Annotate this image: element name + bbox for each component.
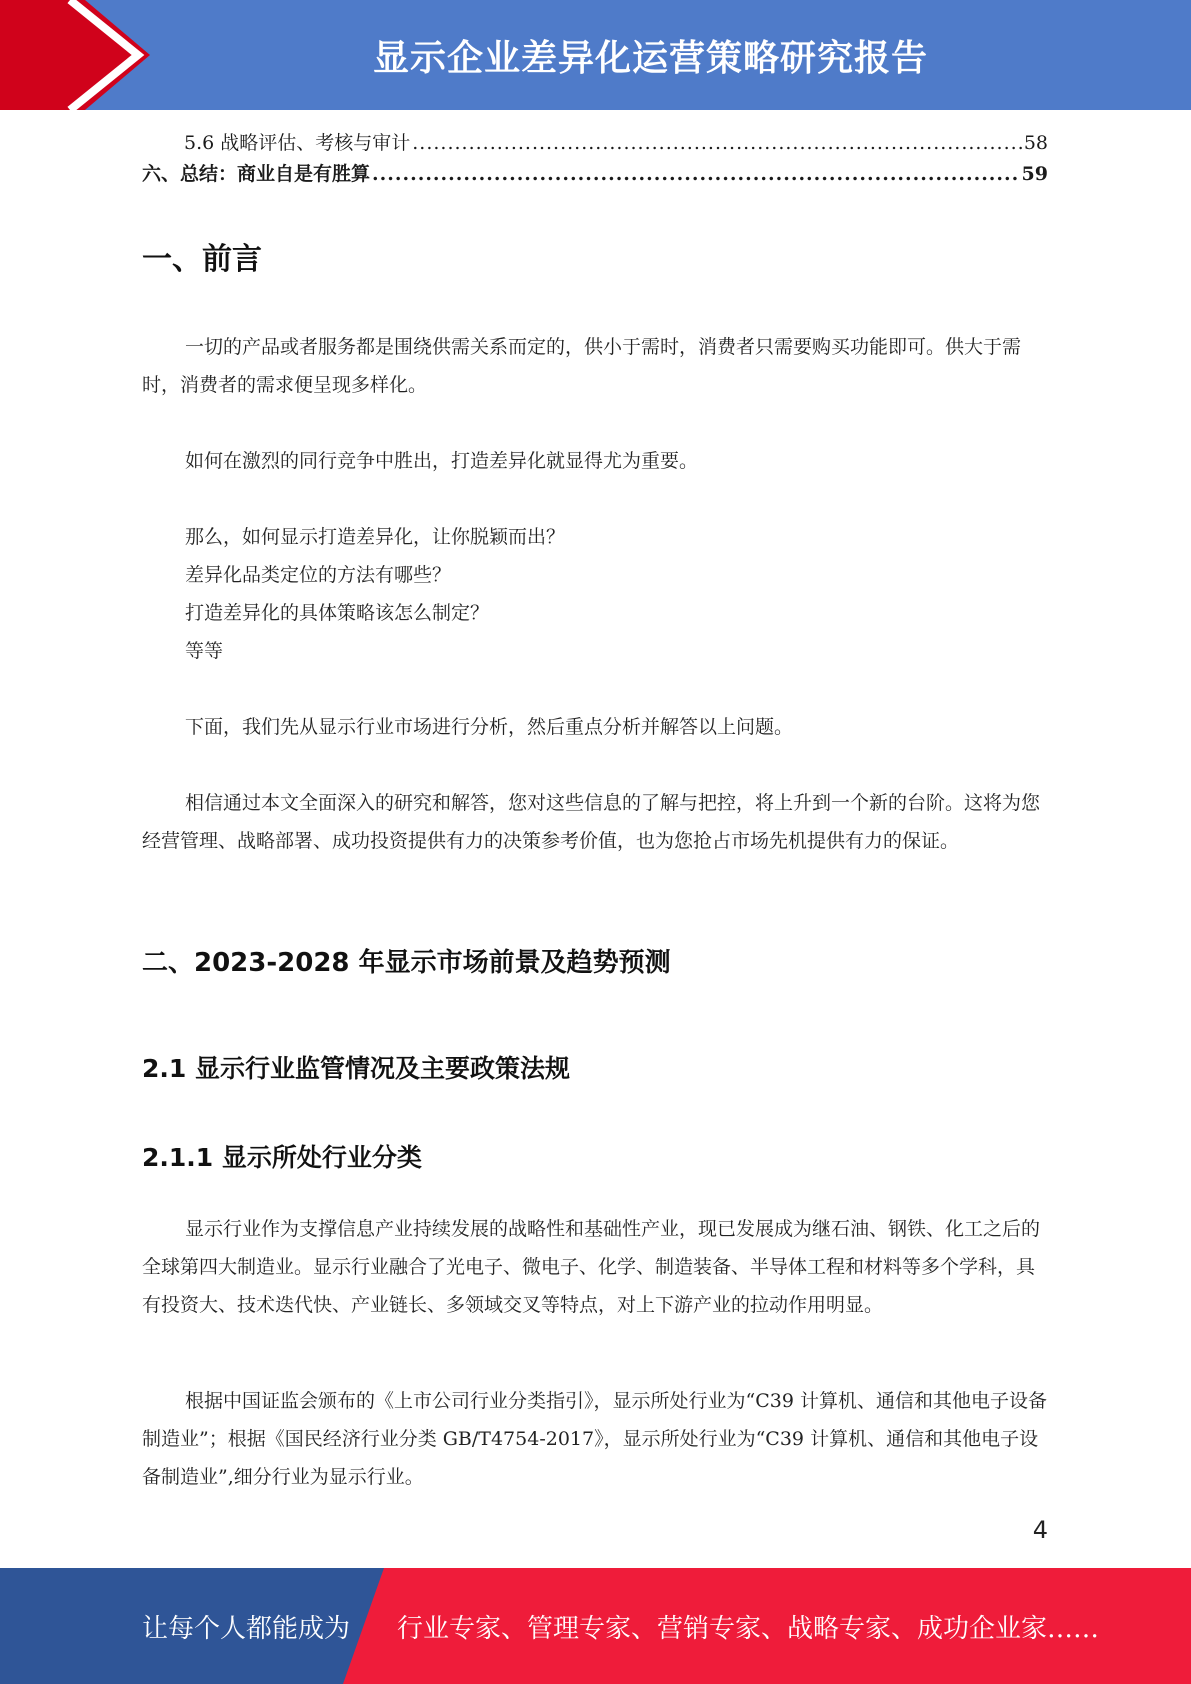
- footer-slogan-left: 让每个人都能成为: [142, 1613, 351, 1644]
- question-line: 那么，如何显示打造差异化，让你脱颖而出？: [185, 526, 566, 548]
- question-line: 等等: [185, 640, 224, 662]
- footer-slogan-right: 行业专家、管理专家、营销专家、战略专家、成功企业家……: [397, 1613, 1100, 1644]
- question-line: 差异化品类定位的方法有哪些？: [185, 564, 452, 586]
- page-footer: [0, 1568, 1191, 1684]
- page-number: 4: [1032, 1516, 1048, 1544]
- section-heading: 二、2023-2028 年显示市场前景及趋势预测: [142, 948, 671, 978]
- question-line: 打造差异化的具体策略该怎么制定？: [185, 602, 490, 624]
- paragraph: 相信通过本文全面深入的研究和解答，您对这些信息的了解与把控，将上升到一个新的台阶。这将为您经营管理、战略部署、成功投资提供有力的决策参考价值，也为您抢占市场先机提供有力的保证。: [142, 792, 1041, 852]
- page-header: [0, 0, 1191, 110]
- toc-entry-label: 5.6 战略评估、考核与审计: [184, 132, 411, 154]
- toc-leader-dots: [412, 130, 1022, 156]
- paragraph: 一切的产品或者服务都是围绕供需关系而定的，供小于需时，消费者只需要购买功能即可。供大于需时，消费者的需求便呈现多样化。: [142, 336, 1022, 396]
- paragraph: 如何在激烈的同行竞争中胜出，打造差异化就显得尤为重要。: [185, 450, 699, 472]
- toc-entry-page: 58: [1023, 132, 1048, 154]
- paragraph: 根据中国证监会颁布的《上市公司行业分类指引》，显示所处行业为“C39 计算机、通信和其他电子设备制造业”；根据《国民经济行业分类 GB/T4754-2017》，显示所处行业为“C39 计算机、通信和其他电子设备制造业”,细分行业为显示行业。: [142, 1390, 1047, 1488]
- toc-entry[interactable]: [142, 130, 1048, 156]
- subsubsection-heading: 2.1.1 显示所处行业分类: [142, 1143, 422, 1172]
- toc-leader-dots: [372, 161, 1020, 187]
- toc-entry-page: 59: [1021, 163, 1048, 185]
- paragraph: 显示行业作为支撑信息产业持续发展的战略性和基础性产业，现已发展成为继石油、钢铁、化工之后的全球第四大制造业。显示行业融合了光电子、微电子、化学、制造装备、半导体工程和材料等多个学科，具有投资大、技术迭代快、产业链长、多领域交叉等特点，对上下游产业的拉动作用明显。: [142, 1218, 1041, 1316]
- paragraph: 下面，我们先从显示行业市场进行分析，然后重点分析并解答以上问题。: [185, 716, 794, 738]
- report-title: 显示企业差异化运营策略研究报告: [372, 37, 928, 79]
- chevron-decoration-icon: [0, 0, 150, 110]
- subsection-heading: 2.1 显示行业监管情况及主要政策法规: [142, 1054, 570, 1083]
- toc-entry-label: 六、总结：商业自是有胜算: [142, 163, 371, 185]
- toc-entry[interactable]: [142, 161, 1048, 187]
- section-heading: 一、前言: [142, 242, 262, 277]
